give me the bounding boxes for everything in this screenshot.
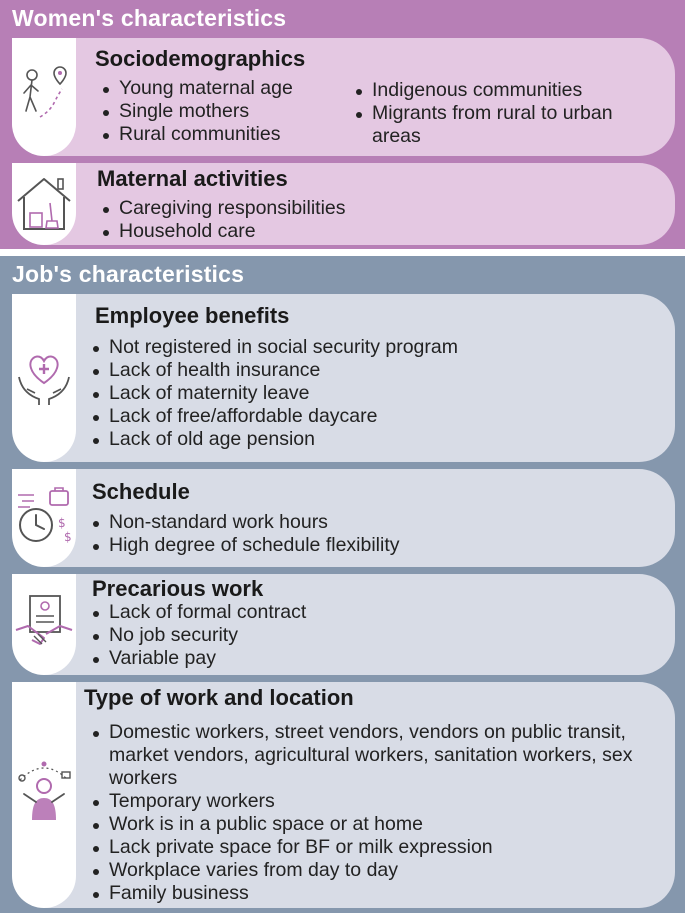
list-item: Single mothers (99, 100, 339, 123)
schedule-list (89, 511, 659, 557)
maternal-activities-list (99, 197, 659, 243)
sociodemographics-list-2 (352, 79, 652, 148)
svg-text:$: $ (58, 516, 66, 530)
sociodemographics-list-1 (99, 77, 339, 146)
type-of-work-list (89, 721, 664, 905)
list-item: Indigenous communities (352, 79, 652, 102)
list-item: Family business (89, 882, 664, 905)
list-item: Work is in a public space or at home (89, 813, 664, 836)
card-schedule (12, 469, 675, 567)
card-title: Precarious work (92, 576, 264, 601)
house-cleaning-icon (12, 163, 76, 245)
list-item: Temporary workers (89, 790, 664, 813)
list-item: Non-standard work hours (89, 511, 659, 534)
list-item: Lack of free/affordable daycare (89, 405, 659, 428)
section-title: Job's characteristics (12, 261, 245, 287)
worker-juggling-icon (12, 682, 76, 908)
migration-walking-icon (12, 38, 76, 156)
card-title: Sociodemographics (95, 46, 306, 71)
employee-benefits-list (89, 336, 659, 451)
card-maternal-activities (12, 163, 675, 245)
heart-care-hands-icon (12, 294, 76, 462)
list-item: Young maternal age (99, 77, 339, 100)
list-item: Workplace varies from day to day (89, 859, 664, 882)
list-item: Not registered in social security program (89, 336, 659, 359)
precarious-work-list (89, 601, 659, 670)
jobs-characteristics-section (0, 256, 685, 913)
list-item: Rural communities (99, 123, 339, 146)
card-title: Maternal activities (97, 166, 288, 191)
list-item: Lack of health insurance (89, 359, 659, 382)
card-sociodemographics (12, 38, 675, 156)
list-item: High degree of schedule flexibility (89, 534, 659, 557)
list-item: Lack of formal contract (89, 601, 659, 624)
list-item: Caregiving responsibilities (99, 197, 659, 220)
card-title: Type of work and location (84, 685, 354, 710)
list-item: Migrants from rural to urban areas (352, 102, 652, 148)
list-item: Household care (99, 220, 659, 243)
card-title: Schedule (92, 479, 190, 504)
card-type-of-work (12, 682, 675, 908)
list-item: Lack of old age pension (89, 428, 659, 451)
section-title: Women's characteristics (12, 5, 287, 31)
handshake-contract-icon (12, 574, 76, 675)
list-item: Lack of maternity leave (89, 382, 659, 405)
list-item: Domestic workers, street vendors, vendors on public transit, market vendors, agricultural workers, sanitation workers, sex workers (89, 721, 664, 790)
card-precarious-work (12, 574, 675, 675)
list-item: Variable pay (89, 647, 659, 670)
womens-characteristics-section (0, 0, 685, 249)
card-title: Employee benefits (95, 303, 290, 328)
list-item: No job security (89, 624, 659, 647)
clock-schedule-icon (12, 469, 76, 567)
svg-text:$: $ (64, 530, 72, 544)
list-item: Lack private space for BF or milk expression (89, 836, 664, 859)
card-employee-benefits (12, 294, 675, 462)
